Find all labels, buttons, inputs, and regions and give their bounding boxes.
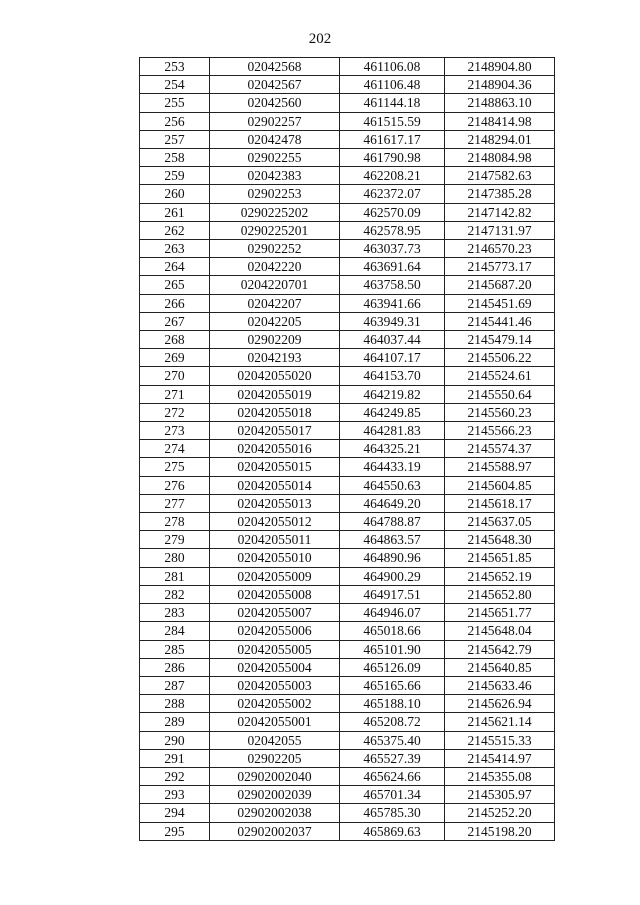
table-row: [140, 622, 555, 640]
table-row: [140, 167, 555, 185]
point-id-cell: 0290225202: [210, 203, 340, 221]
y-coordinate-cell: 2145451.69: [445, 294, 555, 312]
y-coordinate-cell: 2145652.19: [445, 567, 555, 585]
y-coordinate-cell: 2147582.63: [445, 167, 555, 185]
x-coordinate-cell: 464550.63: [340, 476, 445, 494]
x-coordinate-cell: 464107.17: [340, 349, 445, 367]
row-number-cell: 265: [140, 276, 210, 294]
x-coordinate-cell: 464917.51: [340, 585, 445, 603]
y-coordinate-cell: 2148863.10: [445, 94, 555, 112]
y-coordinate-cell: 2145773.17: [445, 258, 555, 276]
y-coordinate-cell: 2145621.14: [445, 713, 555, 731]
row-number-cell: 288: [140, 695, 210, 713]
row-number-cell: 291: [140, 749, 210, 767]
table-row: [140, 112, 555, 130]
y-coordinate-cell: 2145640.85: [445, 658, 555, 676]
y-coordinate-cell: 2147131.97: [445, 221, 555, 239]
x-coordinate-cell: 464649.20: [340, 494, 445, 512]
point-id-cell: 02042055017: [210, 422, 340, 440]
point-id-cell: 02042055003: [210, 676, 340, 694]
table-row: [140, 604, 555, 622]
point-id-cell: 02042055001: [210, 713, 340, 731]
x-coordinate-cell: 461790.98: [340, 149, 445, 167]
y-coordinate-cell: 2148084.98: [445, 149, 555, 167]
table-row: [140, 567, 555, 585]
row-number-cell: 273: [140, 422, 210, 440]
x-coordinate-cell: 462570.09: [340, 203, 445, 221]
x-coordinate-cell: 464037.44: [340, 331, 445, 349]
row-number-cell: 264: [140, 258, 210, 276]
x-coordinate-cell: 464433.19: [340, 458, 445, 476]
y-coordinate-cell: 2145637.05: [445, 513, 555, 531]
x-coordinate-cell: 462578.95: [340, 221, 445, 239]
y-coordinate-cell: 2148414.98: [445, 112, 555, 130]
x-coordinate-cell: 464863.57: [340, 531, 445, 549]
row-number-cell: 279: [140, 531, 210, 549]
row-number-cell: 295: [140, 822, 210, 840]
table-row: [140, 786, 555, 804]
table-row: [140, 658, 555, 676]
x-coordinate-cell: 465101.90: [340, 640, 445, 658]
y-coordinate-cell: 2145479.14: [445, 331, 555, 349]
point-id-cell: 02042205: [210, 312, 340, 330]
x-coordinate-cell: 463758.50: [340, 276, 445, 294]
table-row: [140, 767, 555, 785]
y-coordinate-cell: 2145687.20: [445, 276, 555, 294]
table-row: [140, 312, 555, 330]
x-coordinate-cell: 465869.63: [340, 822, 445, 840]
row-number-cell: 285: [140, 640, 210, 658]
row-number-cell: 258: [140, 149, 210, 167]
y-coordinate-cell: 2147142.82: [445, 203, 555, 221]
table-row: [140, 367, 555, 385]
x-coordinate-cell: 465785.30: [340, 804, 445, 822]
x-coordinate-cell: 464153.70: [340, 367, 445, 385]
point-id-cell: 02042055007: [210, 604, 340, 622]
table-row: [140, 403, 555, 421]
table-row: [140, 676, 555, 694]
table-row: [140, 476, 555, 494]
point-id-cell: 02902209: [210, 331, 340, 349]
table-row: [140, 185, 555, 203]
x-coordinate-cell: 465624.66: [340, 767, 445, 785]
y-coordinate-cell: 2145524.61: [445, 367, 555, 385]
row-number-cell: 267: [140, 312, 210, 330]
y-coordinate-cell: 2145566.23: [445, 422, 555, 440]
row-number-cell: 287: [140, 676, 210, 694]
point-id-cell: 02042055016: [210, 440, 340, 458]
table-row: [140, 458, 555, 476]
point-id-cell: 02902205: [210, 749, 340, 767]
point-id-cell: 02042567: [210, 76, 340, 94]
x-coordinate-cell: 465527.39: [340, 749, 445, 767]
point-id-cell: 02042055011: [210, 531, 340, 549]
point-id-cell: 02042207: [210, 294, 340, 312]
x-coordinate-cell: 464325.21: [340, 440, 445, 458]
point-id-cell: 02042055015: [210, 458, 340, 476]
y-coordinate-cell: 2145604.85: [445, 476, 555, 494]
row-number-cell: 262: [140, 221, 210, 239]
table-row: [140, 640, 555, 658]
page-number: 202: [308, 31, 332, 47]
point-id-cell: 02042055012: [210, 513, 340, 531]
point-id-cell: 02902002038: [210, 804, 340, 822]
x-coordinate-cell: 462372.07: [340, 185, 445, 203]
y-coordinate-cell: 2148294.01: [445, 130, 555, 148]
row-number-cell: 266: [140, 294, 210, 312]
row-number-cell: 286: [140, 658, 210, 676]
point-id-cell: 02042193: [210, 349, 340, 367]
table-body: [140, 58, 555, 841]
y-coordinate-cell: 2145506.22: [445, 349, 555, 367]
y-coordinate-cell: 2145651.77: [445, 604, 555, 622]
row-number-cell: 293: [140, 786, 210, 804]
point-id-cell: 02042055004: [210, 658, 340, 676]
row-number-cell: 268: [140, 331, 210, 349]
point-id-cell: 02042055002: [210, 695, 340, 713]
point-id-cell: 0290225201: [210, 221, 340, 239]
table-row: [140, 822, 555, 840]
point-id-cell: 02902253: [210, 185, 340, 203]
x-coordinate-cell: 465165.66: [340, 676, 445, 694]
x-coordinate-cell: 465701.34: [340, 786, 445, 804]
point-id-cell: 02042478: [210, 130, 340, 148]
y-coordinate-cell: 2145633.46: [445, 676, 555, 694]
y-coordinate-cell: 2145355.08: [445, 767, 555, 785]
point-id-cell: 02042055: [210, 731, 340, 749]
table-row: [140, 385, 555, 403]
table-row: [140, 713, 555, 731]
table-row: [140, 58, 555, 76]
row-number-cell: 284: [140, 622, 210, 640]
y-coordinate-cell: 2145626.94: [445, 695, 555, 713]
row-number-cell: 281: [140, 567, 210, 585]
row-number-cell: 271: [140, 385, 210, 403]
point-id-cell: 02042055020: [210, 367, 340, 385]
table-row: [140, 349, 555, 367]
table-row: [140, 695, 555, 713]
point-id-cell: 02042560: [210, 94, 340, 112]
point-id-cell: 02902002040: [210, 767, 340, 785]
row-number-cell: 270: [140, 367, 210, 385]
row-number-cell: 274: [140, 440, 210, 458]
row-number-cell: 280: [140, 549, 210, 567]
y-coordinate-cell: 2145441.46: [445, 312, 555, 330]
x-coordinate-cell: 463691.64: [340, 258, 445, 276]
y-coordinate-cell: 2145588.97: [445, 458, 555, 476]
table-row: [140, 731, 555, 749]
y-coordinate-cell: 2145648.04: [445, 622, 555, 640]
point-id-cell: 02042055006: [210, 622, 340, 640]
x-coordinate-cell: 463037.73: [340, 240, 445, 258]
y-coordinate-cell: 2148904.80: [445, 58, 555, 76]
x-coordinate-cell: 463941.66: [340, 294, 445, 312]
point-id-cell: 02902252: [210, 240, 340, 258]
table-row: [140, 531, 555, 549]
x-coordinate-cell: 464900.29: [340, 567, 445, 585]
point-id-cell: 02902257: [210, 112, 340, 130]
point-id-cell: 0204220701: [210, 276, 340, 294]
point-id-cell: 02902002037: [210, 822, 340, 840]
table-row: [140, 585, 555, 603]
row-number-cell: 283: [140, 604, 210, 622]
coordinates-table: [139, 57, 555, 841]
row-number-cell: 263: [140, 240, 210, 258]
point-id-cell: 02042055014: [210, 476, 340, 494]
row-number-cell: 276: [140, 476, 210, 494]
y-coordinate-cell: 2145515.33: [445, 731, 555, 749]
point-id-cell: 02042055009: [210, 567, 340, 585]
x-coordinate-cell: 465375.40: [340, 731, 445, 749]
x-coordinate-cell: 461106.48: [340, 76, 445, 94]
row-number-cell: 269: [140, 349, 210, 367]
row-number-cell: 254: [140, 76, 210, 94]
table-row: [140, 804, 555, 822]
row-number-cell: 257: [140, 130, 210, 148]
x-coordinate-cell: 465208.72: [340, 713, 445, 731]
x-coordinate-cell: 464788.87: [340, 513, 445, 531]
point-id-cell: 02042055019: [210, 385, 340, 403]
point-id-cell: 02042383: [210, 167, 340, 185]
x-coordinate-cell: 464890.96: [340, 549, 445, 567]
y-coordinate-cell: 2148904.36: [445, 76, 555, 94]
point-id-cell: 02042055018: [210, 403, 340, 421]
row-number-cell: 289: [140, 713, 210, 731]
y-coordinate-cell: 2146570.23: [445, 240, 555, 258]
row-number-cell: 290: [140, 731, 210, 749]
table-row: [140, 422, 555, 440]
table-row: [140, 203, 555, 221]
x-coordinate-cell: 465126.09: [340, 658, 445, 676]
point-id-cell: 02042568: [210, 58, 340, 76]
x-coordinate-cell: 465018.66: [340, 622, 445, 640]
table-row: [140, 130, 555, 148]
point-id-cell: 02902002039: [210, 786, 340, 804]
table-row: [140, 76, 555, 94]
row-number-cell: 256: [140, 112, 210, 130]
row-number-cell: 255: [140, 94, 210, 112]
x-coordinate-cell: 461617.17: [340, 130, 445, 148]
table-row: [140, 440, 555, 458]
x-coordinate-cell: 461515.59: [340, 112, 445, 130]
x-coordinate-cell: 464281.83: [340, 422, 445, 440]
row-number-cell: 260: [140, 185, 210, 203]
x-coordinate-cell: 464249.85: [340, 403, 445, 421]
x-coordinate-cell: 461144.18: [340, 94, 445, 112]
row-number-cell: 282: [140, 585, 210, 603]
row-number-cell: 259: [140, 167, 210, 185]
point-id-cell: 02042220: [210, 258, 340, 276]
y-coordinate-cell: 2145252.20: [445, 804, 555, 822]
y-coordinate-cell: 2145648.30: [445, 531, 555, 549]
table-row: [140, 749, 555, 767]
table-row: [140, 94, 555, 112]
table-row: [140, 294, 555, 312]
table-row: [140, 331, 555, 349]
table-row: [140, 221, 555, 239]
table-row: [140, 276, 555, 294]
table-row: [140, 494, 555, 512]
x-coordinate-cell: 463949.31: [340, 312, 445, 330]
row-number-cell: 275: [140, 458, 210, 476]
row-number-cell: 277: [140, 494, 210, 512]
point-id-cell: 02042055010: [210, 549, 340, 567]
y-coordinate-cell: 2145574.37: [445, 440, 555, 458]
point-id-cell: 02042055005: [210, 640, 340, 658]
point-id-cell: 02042055008: [210, 585, 340, 603]
row-number-cell: 278: [140, 513, 210, 531]
y-coordinate-cell: 2145414.97: [445, 749, 555, 767]
table-row: [140, 258, 555, 276]
table-row: [140, 549, 555, 567]
y-coordinate-cell: 2145560.23: [445, 403, 555, 421]
x-coordinate-cell: 465188.10: [340, 695, 445, 713]
y-coordinate-cell: 2147385.28: [445, 185, 555, 203]
y-coordinate-cell: 2145651.85: [445, 549, 555, 567]
y-coordinate-cell: 2145618.17: [445, 494, 555, 512]
point-id-cell: 02042055013: [210, 494, 340, 512]
x-coordinate-cell: 461106.08: [340, 58, 445, 76]
x-coordinate-cell: 464946.07: [340, 604, 445, 622]
y-coordinate-cell: 2145642.79: [445, 640, 555, 658]
x-coordinate-cell: 462208.21: [340, 167, 445, 185]
y-coordinate-cell: 2145198.20: [445, 822, 555, 840]
x-coordinate-cell: 464219.82: [340, 385, 445, 403]
table-row: [140, 149, 555, 167]
row-number-cell: 294: [140, 804, 210, 822]
row-number-cell: 292: [140, 767, 210, 785]
row-number-cell: 261: [140, 203, 210, 221]
table-row: [140, 240, 555, 258]
point-id-cell: 02902255: [210, 149, 340, 167]
y-coordinate-cell: 2145652.80: [445, 585, 555, 603]
y-coordinate-cell: 2145550.64: [445, 385, 555, 403]
row-number-cell: 272: [140, 403, 210, 421]
y-coordinate-cell: 2145305.97: [445, 786, 555, 804]
row-number-cell: 253: [140, 58, 210, 76]
table-row: [140, 513, 555, 531]
